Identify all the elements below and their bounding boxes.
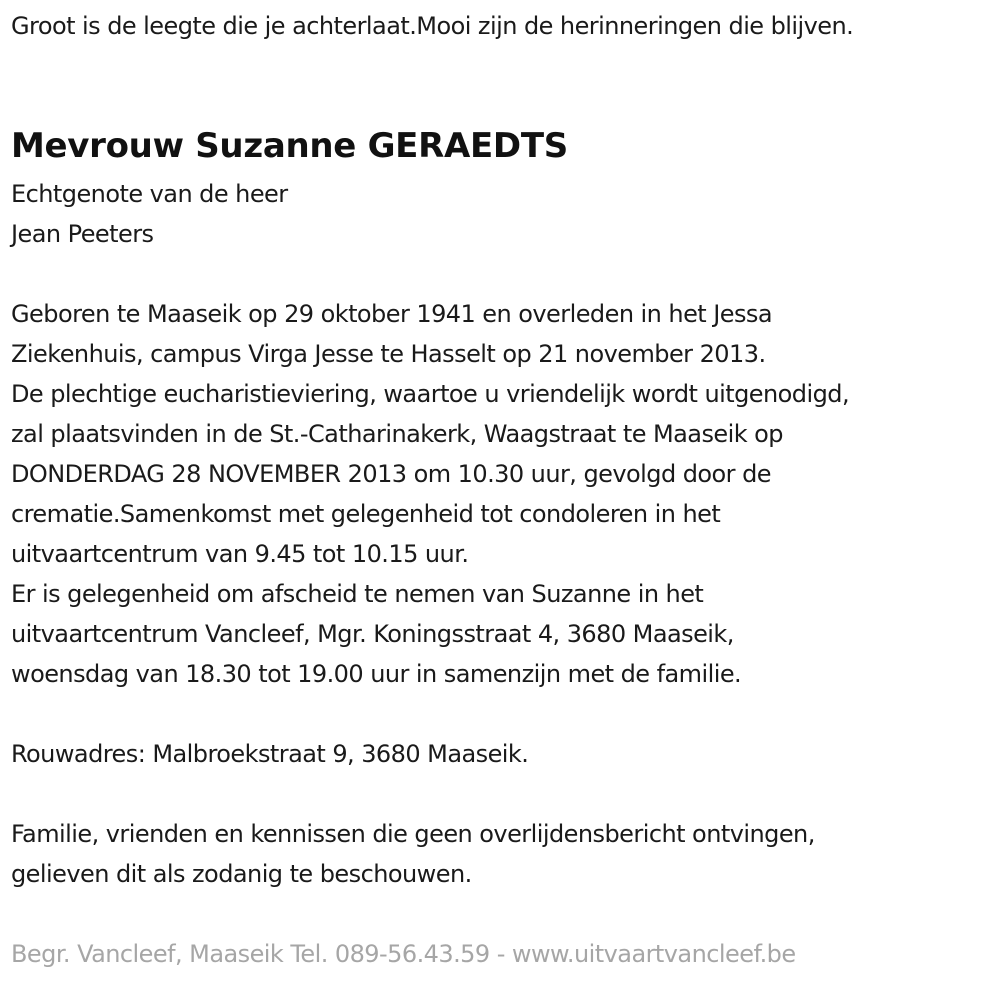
notice-paragraph <box>11 814 815 894</box>
spouse-line: Jean Peeters <box>11 220 154 248</box>
body-line: crematie.Samenkomst met gelegenheid tot condoleren in het <box>11 500 721 528</box>
notice-line: gelieven dit als zodanig te beschouwen. <box>11 860 472 888</box>
body-line: De plechtige eucharistieviering, waartoe u vriendelijk wordt uitgenodigd, <box>11 380 850 408</box>
body-line: Geboren te Maaseik op 29 oktober 1941 en overleden in het Jessa <box>11 300 773 328</box>
funeral-home-footer: Begr. Vancleef, Maaseik Tel. 089-56.43.59 - www.uitvaartvancleef.be <box>11 940 796 968</box>
notice-line: Familie, vrienden en kennissen die geen overlijdensbericht ontvingen, <box>11 820 815 848</box>
deceased-name: Mevrouw Suzanne GERAEDTS <box>11 126 568 166</box>
body-line: Er is gelegenheid om afscheid te nemen van Suzanne in het <box>11 580 704 608</box>
body-line: uitvaartcentrum van 9.45 tot 10.15 uur. <box>11 540 469 568</box>
spouse-info <box>11 174 288 254</box>
body-line: woensdag van 18.30 tot 19.00 uur in samenzijn met de familie. <box>11 660 742 688</box>
body-line: uitvaartcentrum Vancleef, Mgr. Koningsstraat 4, 3680 Maaseik, <box>11 620 734 648</box>
body-line: Ziekenhuis, campus Virga Jesse te Hasselt op 21 november 2013. <box>11 340 766 368</box>
memorial-quote: Groot is de leegte die je achterlaat.Mooi zijn de herinneringen die blijven. <box>11 12 854 40</box>
body-line: DONDERDAG 28 NOVEMBER 2013 om 10.30 uur, gevolgd door de <box>11 460 771 488</box>
obituary-body <box>11 294 996 694</box>
body-line: zal plaatsvinden in de St.-Catharinakerk, Waagstraat te Maaseik op <box>11 420 783 448</box>
spouse-line: Echtgenote van de heer <box>11 180 288 208</box>
mourning-address: Rouwadres: Malbroekstraat 9, 3680 Maaseik. <box>11 740 529 768</box>
